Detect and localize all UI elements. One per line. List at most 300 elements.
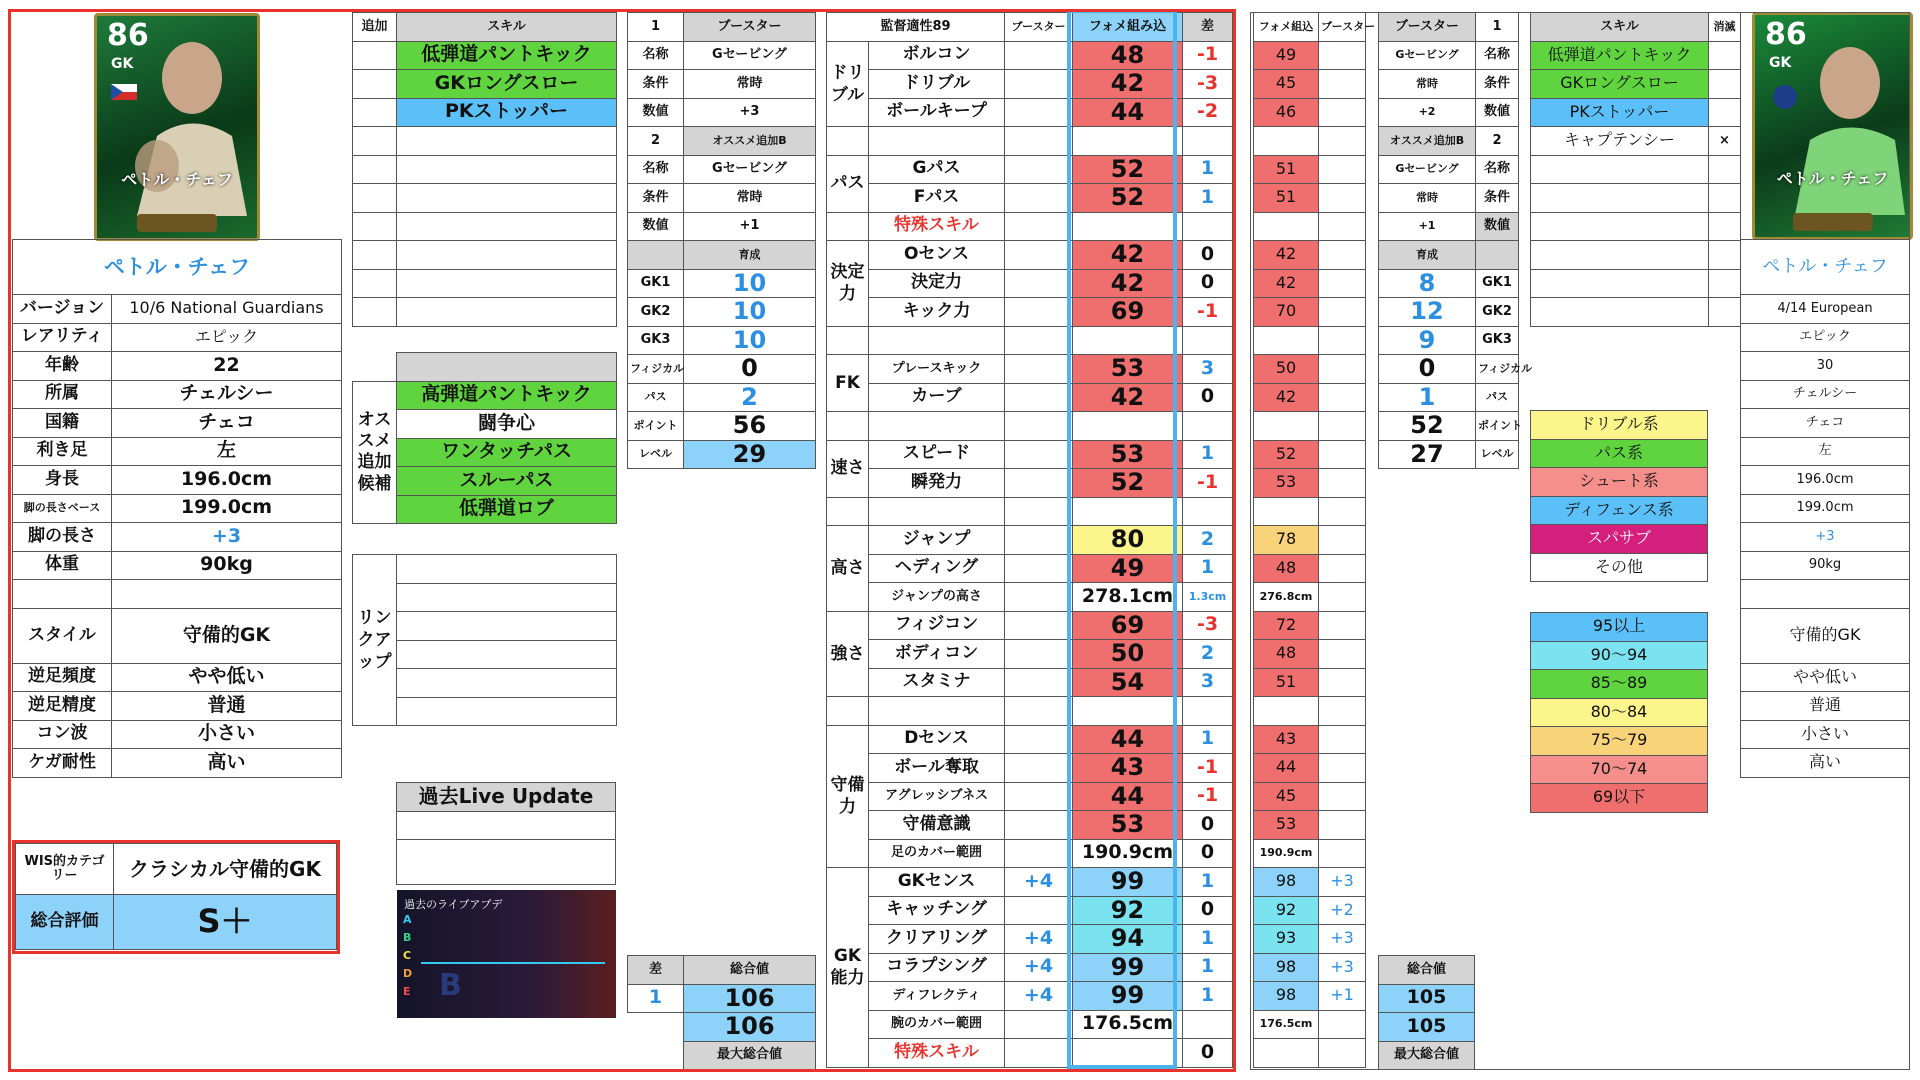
stat-booster <box>1005 697 1073 726</box>
training-key: GK3 <box>1476 326 1519 355</box>
training-value: 2 <box>684 383 816 412</box>
stat-value: 42 <box>1073 241 1183 270</box>
stat-booster <box>1005 412 1073 441</box>
stat-label <box>869 497 1005 526</box>
stat-group <box>827 497 869 526</box>
compare-stat-booster <box>1319 640 1366 669</box>
legend-range: 70〜74 <box>1531 755 1708 784</box>
compare-stat-booster: +2 <box>1319 896 1366 925</box>
compare-stat-booster <box>1319 355 1366 384</box>
player-profile-table <box>12 239 342 778</box>
compare-stat-value: 51 <box>1254 184 1319 213</box>
stat-value: 42 <box>1073 383 1183 412</box>
compare-stat-value: 72 <box>1254 611 1319 640</box>
stat-value: 190.9cm <box>1073 839 1183 868</box>
compare-stat-row <box>1254 412 1366 441</box>
attribute-value: やや低い <box>1741 663 1910 692</box>
stat-diff: 1 <box>1183 440 1233 469</box>
training-value: 1 <box>1379 383 1476 412</box>
stat-diff: 0 <box>1183 383 1233 412</box>
live-grade: D <box>403 967 413 980</box>
stat-diff <box>1183 697 1233 726</box>
training-value: 0 <box>1379 355 1476 384</box>
recommend-skill: スルーパス <box>397 467 617 496</box>
booster-value: 常時 <box>684 184 816 213</box>
stat-label <box>869 127 1005 156</box>
booster-num: 2 <box>1476 127 1519 156</box>
training-key: GK1 <box>1476 269 1519 298</box>
stat-diff: 0 <box>1183 1039 1233 1068</box>
diff-value: 1 <box>628 984 684 1013</box>
stat-value: 50 <box>1073 640 1183 669</box>
profile-label: 年齢 <box>13 352 112 381</box>
legend-range: 95以上 <box>1531 613 1708 642</box>
profile-value: +3 <box>112 523 342 552</box>
compare-stat-value: 49 <box>1254 41 1319 70</box>
card-rating: 86 <box>107 18 149 53</box>
linkup-label: リンクアップ <box>353 555 397 726</box>
compare-stat-value: 44 <box>1254 754 1319 783</box>
legend-type: ディフェンス系 <box>1531 496 1708 525</box>
compare-stat-row <box>1254 982 1366 1011</box>
compare-stat-value <box>1254 212 1319 241</box>
stat-label: フィジコン <box>869 611 1005 640</box>
stat-diff: -2 <box>1183 98 1233 127</box>
stat-group: 強さ <box>827 611 869 697</box>
card-name: ペトル・チェフ <box>1776 169 1889 188</box>
recommend-skills-table <box>352 352 617 524</box>
compare-stat-value: 52 <box>1254 440 1319 469</box>
compare-stat-value <box>1254 697 1319 726</box>
compare-stat-row <box>1254 497 1366 526</box>
attribute-value: 高い <box>112 749 342 778</box>
stat-label: 決定力 <box>869 269 1005 298</box>
stat-booster <box>1005 127 1073 156</box>
compare-stat-row <box>1254 811 1366 840</box>
stat-label: ジャンプの高さ <box>869 583 1005 612</box>
recommend-skill: 低弾道ロブ <box>397 495 617 524</box>
stat-label: 腕のカバー範囲 <box>869 1010 1005 1039</box>
compare-stat-booster <box>1319 212 1366 241</box>
stat-diff: -1 <box>1183 754 1233 783</box>
booster-key: 名称 <box>628 155 684 184</box>
stat-diff <box>1183 212 1233 241</box>
compare-stat-row <box>1254 925 1366 954</box>
booster-value: Gセービング <box>1379 41 1476 70</box>
stat-booster <box>1005 1010 1073 1039</box>
stat-group: 守備力 <box>827 725 869 868</box>
stat-diff: 0 <box>1183 839 1233 868</box>
compare-stat-row <box>1254 526 1366 555</box>
max-total-label: 最大総合値 <box>684 1041 816 1070</box>
stat-booster <box>1005 184 1073 213</box>
profile-value: チェコ <box>112 409 342 438</box>
stat-diff: 0 <box>1183 269 1233 298</box>
stat-group: 速さ <box>827 440 869 497</box>
stat-label: Fパス <box>869 184 1005 213</box>
stat-booster <box>1005 896 1073 925</box>
stat-group: 決定力 <box>827 241 869 327</box>
attribute-value: 普通 <box>112 692 342 721</box>
stat-label: 特殊スキル <box>869 212 1005 241</box>
total-value: 106 <box>684 984 816 1013</box>
compare-stat-booster <box>1319 298 1366 327</box>
compare-stat-value: 93 <box>1254 925 1319 954</box>
compare-stat-value: 53 <box>1254 469 1319 498</box>
skill-header: スキル <box>1531 13 1709 42</box>
live-grade-marker: B <box>439 968 462 1003</box>
booster-value: +1 <box>684 212 816 241</box>
player-name: ペトル・チェフ <box>13 240 342 295</box>
training-key: フィジカル <box>1476 355 1519 384</box>
booster-header: オススメ追加B <box>684 127 816 156</box>
style-label: スタイル <box>13 608 112 663</box>
stat-label <box>869 326 1005 355</box>
stat-value: 53 <box>1073 440 1183 469</box>
compare-stat-row <box>1254 127 1366 156</box>
training-value: 10 <box>684 269 816 298</box>
stat-value: 69 <box>1073 611 1183 640</box>
manager-fit-header: 監督適性89 <box>827 13 1005 42</box>
booster-header: ブースター <box>1319 13 1366 42</box>
card-rating: 86 <box>1765 17 1807 52</box>
training-value: 0 <box>684 355 816 384</box>
diff-label: 差 <box>628 956 684 985</box>
compare-stat-value <box>1254 127 1319 156</box>
stat-group: パス <box>827 155 869 212</box>
attribute-value: やや低い <box>112 663 342 692</box>
stat-booster: +4 <box>1005 982 1073 1011</box>
recommend-label: オススメ追加候補 <box>353 381 397 524</box>
training-key: パス <box>1476 383 1519 412</box>
profile-label: レアリティ <box>13 323 112 352</box>
stat-label: ドリブル <box>869 70 1005 99</box>
stat-value: 278.1cm <box>1073 583 1183 612</box>
compare-stat-row <box>1254 953 1366 982</box>
compare-stat-booster <box>1319 412 1366 441</box>
compare-stat-row <box>1254 383 1366 412</box>
attribute-label: 逆足頻度 <box>13 663 112 692</box>
compare-stat-booster <box>1319 41 1366 70</box>
profile-label: 脚の長さベース <box>13 494 112 523</box>
stat-booster: +4 <box>1005 953 1073 982</box>
total-label: 総合値 <box>1379 956 1475 985</box>
stat-booster <box>1005 98 1073 127</box>
training-value: 10 <box>684 298 816 327</box>
stat-label: Gパス <box>869 155 1005 184</box>
compare-stat-row <box>1254 298 1366 327</box>
stat-booster <box>1005 725 1073 754</box>
booster-key: 数値 <box>1476 212 1519 241</box>
stat-diff: 3 <box>1183 668 1233 697</box>
compare-stat-booster <box>1319 155 1366 184</box>
stat-group <box>827 412 869 441</box>
compare-stat-row <box>1254 98 1366 127</box>
stat-diff: 1 <box>1183 554 1233 583</box>
compare-stat-row <box>1254 70 1366 99</box>
compare-stat-booster <box>1319 839 1366 868</box>
compare-stat-booster: +1 <box>1319 982 1366 1011</box>
stat-group <box>827 127 869 156</box>
stat-label: クリアリング <box>869 925 1005 954</box>
compare-stat-row <box>1254 868 1366 897</box>
stat-diff: 1 <box>1183 155 1233 184</box>
profile-label: 国籍 <box>13 409 112 438</box>
recommend-skill: 高弾道パントキック <box>397 381 617 410</box>
legend-type: その他 <box>1531 553 1708 582</box>
booster-header: ブースター <box>1005 13 1073 42</box>
compare-stat-booster <box>1319 1010 1366 1039</box>
rating-range-legend <box>1530 612 1708 813</box>
compare-stat-value: 48 <box>1254 640 1319 669</box>
stat-label: 守備意識 <box>869 811 1005 840</box>
stat-booster <box>1005 70 1073 99</box>
compare-stat-value: 43 <box>1254 725 1319 754</box>
compare-stat-booster <box>1319 127 1366 156</box>
stat-diff: 1.3cm <box>1183 583 1233 612</box>
training-key: レベル <box>628 440 684 469</box>
past-live-title: 過去Live Update <box>397 783 616 812</box>
compare-stat-booster <box>1319 440 1366 469</box>
profile-value: 196.0cm <box>1741 466 1910 495</box>
total-table <box>627 955 816 1070</box>
stat-value: 52 <box>1073 155 1183 184</box>
card-position: GK <box>111 56 134 72</box>
compare-stat-value: 45 <box>1254 782 1319 811</box>
booster-key: 数値 <box>628 98 684 127</box>
stat-label: ボディコン <box>869 640 1005 669</box>
stat-diff: 1 <box>1183 925 1233 954</box>
stat-booster <box>1005 811 1073 840</box>
stat-diff: -3 <box>1183 70 1233 99</box>
compare-stat-value: 51 <box>1254 155 1319 184</box>
stat-value: 99 <box>1073 982 1183 1011</box>
stat-diff: -1 <box>1183 469 1233 498</box>
attribute-label: コン波 <box>13 720 112 749</box>
stat-diff: 1 <box>1183 725 1233 754</box>
attribute-value: 普通 <box>1741 692 1910 721</box>
skill-item: キャプテンシー <box>1531 127 1709 156</box>
add-header: 追加 <box>353 13 397 42</box>
attribute-value: 小さい <box>1741 720 1910 749</box>
training-key: ポイント <box>1476 412 1519 441</box>
live-trend-line <box>421 962 605 964</box>
stat-diff <box>1183 326 1233 355</box>
compare-stat-value: 78 <box>1254 526 1319 555</box>
profile-value: 左 <box>1741 437 1910 466</box>
form-header: フォメ組み込 <box>1073 13 1183 42</box>
legend-type: ドリブル系 <box>1531 411 1708 440</box>
compare-stat-booster <box>1319 697 1366 726</box>
stat-label: Oセンス <box>869 241 1005 270</box>
skill-item: GKロングスロー <box>1531 70 1709 99</box>
stat-label: キャッチング <box>869 896 1005 925</box>
stat-value: 52 <box>1073 184 1183 213</box>
training-key: GK2 <box>628 298 684 327</box>
training-value: 27 <box>1379 440 1476 469</box>
attribute-label: 逆足精度 <box>13 692 112 721</box>
compare-stat-booster <box>1319 497 1366 526</box>
training-header: 育成 <box>684 241 816 270</box>
wis-category-label: WIS的カテゴリー <box>16 844 114 895</box>
compare-stat-row <box>1254 640 1366 669</box>
attribute-value: 高い <box>1741 749 1910 778</box>
compare-stat-booster <box>1319 811 1366 840</box>
compare-stat-value: 98 <box>1254 953 1319 982</box>
booster-key: 名称 <box>1476 155 1519 184</box>
compare-stat-booster <box>1319 383 1366 412</box>
stat-label: 瞬発力 <box>869 469 1005 498</box>
total-value: 105 <box>1379 984 1475 1013</box>
legend-type: スパサブ <box>1531 525 1708 554</box>
stat-value: 53 <box>1073 811 1183 840</box>
compare-booster-table <box>1378 12 1533 469</box>
stat-value: 44 <box>1073 782 1183 811</box>
booster-value: 常時 <box>1379 70 1476 99</box>
profile-label: 脚の長さ <box>13 523 112 552</box>
style-value: 守備的GK <box>1741 608 1910 663</box>
stat-label: プレースキック <box>869 355 1005 384</box>
compare-stat-row <box>1254 782 1366 811</box>
training-value: 10 <box>684 326 816 355</box>
booster-header: ブースター <box>1379 13 1476 42</box>
stat-booster <box>1005 554 1073 583</box>
stat-diff: 1 <box>1183 868 1233 897</box>
compare-stat-value: 42 <box>1254 269 1319 298</box>
profile-value: 196.0cm <box>112 466 342 495</box>
stat-booster <box>1005 583 1073 612</box>
compare-stat-value: 53 <box>1254 811 1319 840</box>
training-value: 9 <box>1379 326 1476 355</box>
booster-value: Gセービング <box>1379 155 1476 184</box>
compare-stat-row <box>1254 583 1366 612</box>
legend-range: 75〜79 <box>1531 727 1708 756</box>
overall-eval-value: S＋ <box>114 895 337 950</box>
compare-stat-value <box>1254 412 1319 441</box>
training-value: 29 <box>684 440 816 469</box>
compare-stat-booster <box>1319 98 1366 127</box>
profile-value: +3 <box>1741 523 1910 552</box>
training-value: 56 <box>684 412 816 441</box>
stat-group: ドリブル <box>827 41 869 127</box>
compare-stat-value: 70 <box>1254 298 1319 327</box>
profile-label: 身長 <box>13 466 112 495</box>
booster-key: 条件 <box>1476 184 1519 213</box>
training-key: パス <box>628 383 684 412</box>
booster-key: 名称 <box>1476 41 1519 70</box>
lost-mark: × <box>1709 127 1741 156</box>
lost-header: 消滅 <box>1709 13 1741 42</box>
booster-header: オススメ追加B <box>1379 127 1476 156</box>
compare-stat-row <box>1254 697 1366 726</box>
stat-value: 94 <box>1073 925 1183 954</box>
compare-stats-table <box>1253 12 1376 1068</box>
compare-stat-row <box>1254 611 1366 640</box>
compare-stat-booster <box>1319 269 1366 298</box>
stat-booster: +4 <box>1005 868 1073 897</box>
stat-booster <box>1005 839 1073 868</box>
form-column-frame <box>1067 9 1177 1069</box>
compare-profile-table <box>1740 239 1910 778</box>
booster-value: +2 <box>1379 98 1476 127</box>
stat-label <box>869 697 1005 726</box>
compare-stat-row <box>1254 1010 1366 1039</box>
compare-stat-booster <box>1319 184 1366 213</box>
profile-label: 所属 <box>13 380 112 409</box>
skills-table <box>352 12 617 327</box>
past-live-table <box>396 782 616 885</box>
compare-stat-row <box>1254 725 1366 754</box>
compare-stat-value: 45 <box>1254 70 1319 99</box>
booster-num: 1 <box>1476 13 1519 42</box>
stat-label: ボルコン <box>869 41 1005 70</box>
past-live-image <box>397 890 616 1018</box>
booster-value: Gセービング <box>684 155 816 184</box>
booster-key: 条件 <box>628 70 684 99</box>
live-grade: A <box>403 913 412 926</box>
style-value: 守備的GK <box>112 608 342 663</box>
training-key: ポイント <box>628 412 684 441</box>
stat-diff: 3 <box>1183 355 1233 384</box>
stat-label: スピード <box>869 440 1005 469</box>
compare-stat-booster: +3 <box>1319 953 1366 982</box>
stat-value: 44 <box>1073 98 1183 127</box>
skill-item: 低弾道パントキック <box>397 41 617 70</box>
stat-label: ボール奪取 <box>869 754 1005 783</box>
compare-stat-row <box>1254 326 1366 355</box>
training-key: GK1 <box>628 269 684 298</box>
booster-key: 条件 <box>1476 70 1519 99</box>
total-label: 総合値 <box>684 956 816 985</box>
compare-skills-table <box>1530 12 1741 327</box>
stat-diff <box>1183 1010 1233 1039</box>
compare-stat-booster <box>1319 526 1366 555</box>
profile-value: エピック <box>112 323 342 352</box>
live-image-title: 過去のライブアプデ <box>404 898 503 911</box>
stat-label: アグレッシブネス <box>869 782 1005 811</box>
stat-diff: 0 <box>1183 241 1233 270</box>
profile-value: 199.0cm <box>112 494 342 523</box>
booster-value: 常時 <box>684 70 816 99</box>
stat-booster <box>1005 668 1073 697</box>
stat-value: 176.5cm <box>1073 1010 1183 1039</box>
profile-value: 22 <box>112 352 342 381</box>
stat-label: Dセンス <box>869 725 1005 754</box>
training-value: 12 <box>1379 298 1476 327</box>
legend-range: 85〜89 <box>1531 670 1708 699</box>
compare-stat-row <box>1254 440 1366 469</box>
compare-stat-row <box>1254 184 1366 213</box>
stat-booster <box>1005 611 1073 640</box>
stat-value: 69 <box>1073 298 1183 327</box>
compare-stat-booster <box>1319 754 1366 783</box>
player-name: ペトル・チェフ <box>1741 240 1910 295</box>
linkup-table <box>352 554 617 726</box>
compare-stat-booster: +3 <box>1319 925 1366 954</box>
wis-box <box>12 840 340 954</box>
stat-value: 48 <box>1073 41 1183 70</box>
wis-category-value: クラシカル守備的GK <box>114 844 337 895</box>
compare-stat-value: 92 <box>1254 896 1319 925</box>
stat-booster <box>1005 355 1073 384</box>
stat-value: 42 <box>1073 269 1183 298</box>
compare-stat-row <box>1254 469 1366 498</box>
compare-stat-booster <box>1319 70 1366 99</box>
recommend-skill: 闘争心 <box>397 410 617 439</box>
legend-range: 80〜84 <box>1531 698 1708 727</box>
max-total-label: 最大総合値 <box>1379 1041 1475 1070</box>
compare-stat-booster: +3 <box>1319 868 1366 897</box>
